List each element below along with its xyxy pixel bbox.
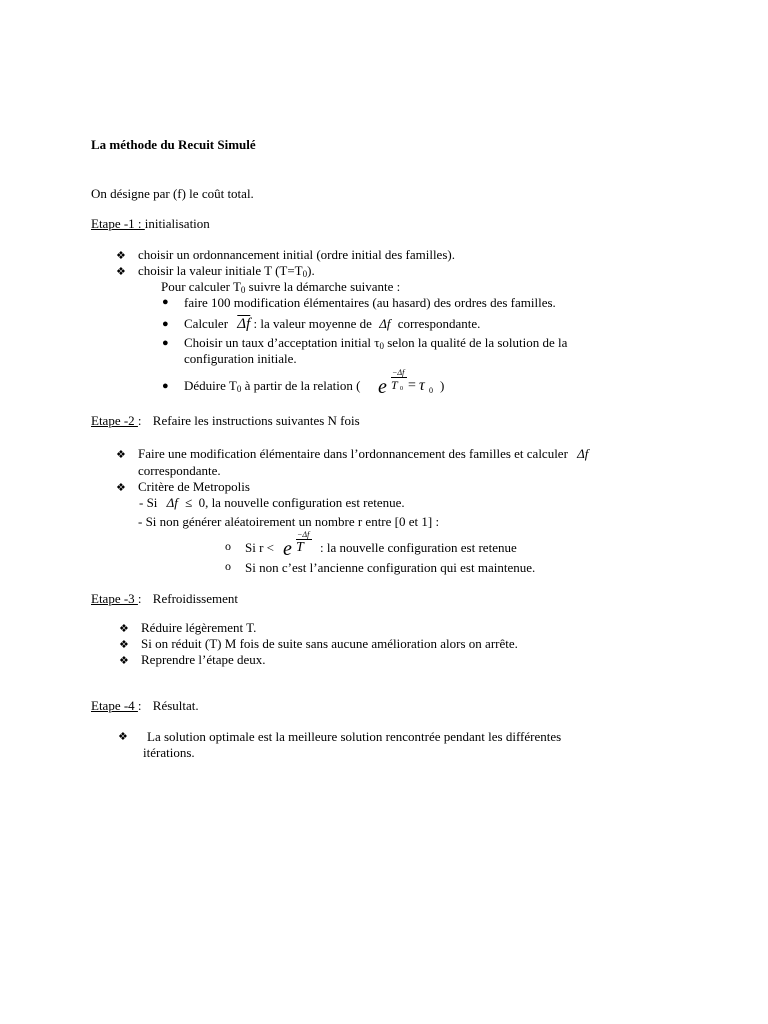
etape1-bullet-2 — [138, 263, 315, 279]
formula-e: e — [378, 376, 387, 398]
etape2-bullet-2: Critère de Metropolis — [138, 479, 250, 494]
diamond-bullet-icon: ❖ — [116, 266, 126, 278]
etape2-option-2: Si non c’est l’ancienne configuration qui est maintenue. — [245, 560, 536, 575]
formula-tau: τ — [419, 377, 425, 394]
subscript: 0 — [236, 384, 242, 394]
dot-bullet-icon: ● — [162, 318, 169, 330]
etape1-step-4 — [184, 378, 360, 394]
formula-T: T — [296, 540, 304, 555]
formula-relation — [378, 368, 448, 398]
etape1-pour-calculer — [161, 279, 400, 295]
page-title: La méthode du Recuit Simulé — [91, 137, 256, 152]
etape3-bullet-3: Reprendre l’étape deux. — [141, 652, 266, 667]
etape3-colon: : — [137, 591, 142, 606]
etape3-name: Refroidissement — [152, 591, 239, 606]
dot-bullet-icon: ● — [162, 380, 169, 392]
pour-pre: Pour calculer T — [161, 279, 241, 294]
diamond-bullet-icon: ❖ — [119, 623, 129, 635]
leq-sign: ≤ — [185, 495, 193, 510]
etape2-bullet-1-line2: correspondante. — [138, 463, 221, 478]
formula-T: T — [391, 378, 398, 392]
step3-post: selon la qualité de la solution de la — [383, 335, 568, 350]
etape2-b1-text: Faire une modification élémentaire dans l’ordonnancement des familles et calculer — [138, 446, 568, 461]
etape4-bullet-1-line1: La solution optimale est la meilleure solution rencontrée pendant les différentes — [147, 729, 562, 744]
step4-mid: à partir de la relation ( — [241, 378, 361, 393]
etape1-label: Etape -1 : — [91, 216, 145, 231]
etape2-si-1 — [139, 495, 405, 511]
etape2-option-1-pre: Si r < — [245, 540, 275, 555]
diamond-bullet-icon: ❖ — [116, 482, 126, 494]
etape3-heading — [91, 591, 238, 607]
etape4-colon: : — [137, 698, 142, 713]
etape2-option-1-post: : la nouvelle configuration est retenue — [320, 540, 517, 555]
dot-bullet-icon: ● — [162, 296, 169, 308]
etape1-step-3-line1 — [184, 335, 567, 351]
circle-bullet-icon: o — [225, 559, 231, 573]
step2-mid: : la valeur moyenne de — [250, 316, 372, 331]
etape2-name: Refaire les instructions suivantes N fois — [152, 413, 360, 428]
step2-end: correspondante. — [397, 316, 481, 331]
delta-f: Δf — [379, 316, 391, 331]
step4-pre: Déduire T — [184, 378, 237, 393]
etape1-bullet-1: choisir un ordonnancement initial (ordre initial des familles). — [138, 247, 455, 262]
circle-bullet-icon: o — [225, 539, 231, 553]
diamond-bullet-icon: ❖ — [119, 639, 129, 651]
formula-tau-sub: 0 — [429, 386, 433, 395]
etape4-name: Résultat. — [152, 698, 199, 713]
si1-post: 0, la nouvelle configuration est retenue. — [198, 495, 405, 510]
delta-f: Δf — [577, 446, 589, 461]
etape1-heading — [91, 216, 210, 232]
etape4-bullet-1-line2: itérations. — [143, 745, 195, 760]
step3-pre: Choisir un taux d’acceptation initial τ — [184, 335, 380, 350]
etape2-bullet-1-line1 — [138, 446, 588, 462]
etape2-heading — [91, 413, 360, 429]
etape1-step-2 — [184, 316, 480, 332]
subscript: 0 — [379, 341, 384, 351]
intro-text: On désigne par (f) le coût total. — [91, 186, 254, 201]
etape4-heading — [91, 698, 199, 714]
step2-pre: Calculer — [184, 316, 229, 331]
etape3-bullet-1: Réduire légèrement T. — [141, 620, 257, 635]
subscript: 0 — [302, 269, 308, 279]
etape4-label: Etape -4 — [91, 698, 138, 713]
etape1-bullet-2-text: choisir la valeur initiale T (T=T — [138, 263, 303, 278]
diamond-bullet-icon: ❖ — [119, 655, 129, 667]
etape1-step-1: faire 100 modification élémentaires (au hasard) des ordres des familles. — [184, 295, 556, 310]
dot-bullet-icon: ● — [162, 337, 169, 349]
pour-post: suivre la démarche suivante : — [245, 279, 401, 294]
diamond-bullet-icon: ❖ — [118, 731, 128, 743]
etape2-si-2: - Si non générer aléatoirement un nombre r entre [0 et 1] : — [138, 514, 440, 529]
etape2-label: Etape -2 — [91, 413, 138, 428]
etape3-bullet-2: Si on réduit (T) M fois de suite sans aucune amélioration alors on arrête. — [141, 636, 518, 651]
diamond-bullet-icon: ❖ — [116, 449, 126, 461]
formula-exponent-num: −Δf — [297, 530, 310, 539]
delta-f-mean: $\overline{\Delta f}$ — [237, 316, 251, 332]
etape1-step-3-line2: configuration initiale. — [184, 351, 297, 366]
etape2-colon: : — [137, 413, 142, 428]
delta-f: Δf — [166, 495, 178, 510]
formula-exponent-num: −Δf — [392, 368, 405, 377]
formula-metropolis — [283, 530, 319, 560]
etape1-name: initialisation — [144, 216, 210, 231]
formula-equals: = — [408, 378, 416, 393]
formula-e: e — [283, 538, 292, 560]
si1-pre: - Si — [139, 495, 158, 510]
diamond-bullet-icon: ❖ — [116, 250, 126, 262]
formula-T-sub: 0 — [400, 386, 403, 392]
etape1-bullet-2-end: ). — [307, 263, 315, 278]
subscript: 0 — [240, 285, 246, 295]
etape3-label: Etape -3 — [91, 591, 138, 606]
step4-close: ) — [440, 378, 445, 393]
